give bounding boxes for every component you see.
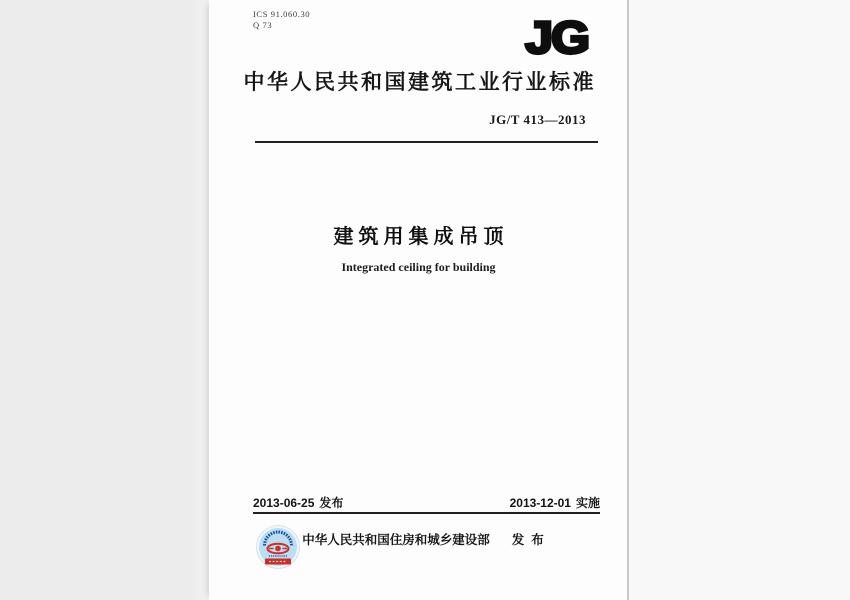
standard-name-heading: 中华人民共和国建筑工业行业标准 (243, 71, 596, 94)
implementation-label: 实施 (575, 496, 600, 510)
ics-code: ICS 91.060.30 (253, 9, 311, 19)
document-title-chinese: 建筑用集成吊顶 (333, 226, 509, 248)
ics-classification-block (253, 9, 310, 31)
issue-date: 2013-06-25 (253, 496, 315, 510)
header-rule (255, 141, 598, 143)
dates-row (253, 494, 600, 511)
classification-code: Q 73 (253, 20, 273, 30)
standard-number: JG/T 413—2013 (489, 112, 586, 127)
document-title-english: Integrated ceiling for building (341, 260, 496, 274)
implementation-date-group (510, 494, 600, 511)
footer-rule (253, 512, 600, 514)
issue-label: 发布 (319, 496, 344, 510)
page-right-edge (627, 0, 629, 600)
scan-background-right (629, 0, 850, 600)
publish-label: 发布 (511, 533, 551, 547)
document-page (209, 0, 628, 600)
implementation-date: 2013-12-01 (509, 496, 571, 510)
publisher-row (253, 530, 600, 548)
issue-date-group (253, 494, 343, 511)
scan-background-left (0, 0, 209, 600)
jg-logo: JG (525, 12, 588, 64)
publisher-name: 中华人民共和国住房和城乡建设部 (302, 533, 490, 547)
